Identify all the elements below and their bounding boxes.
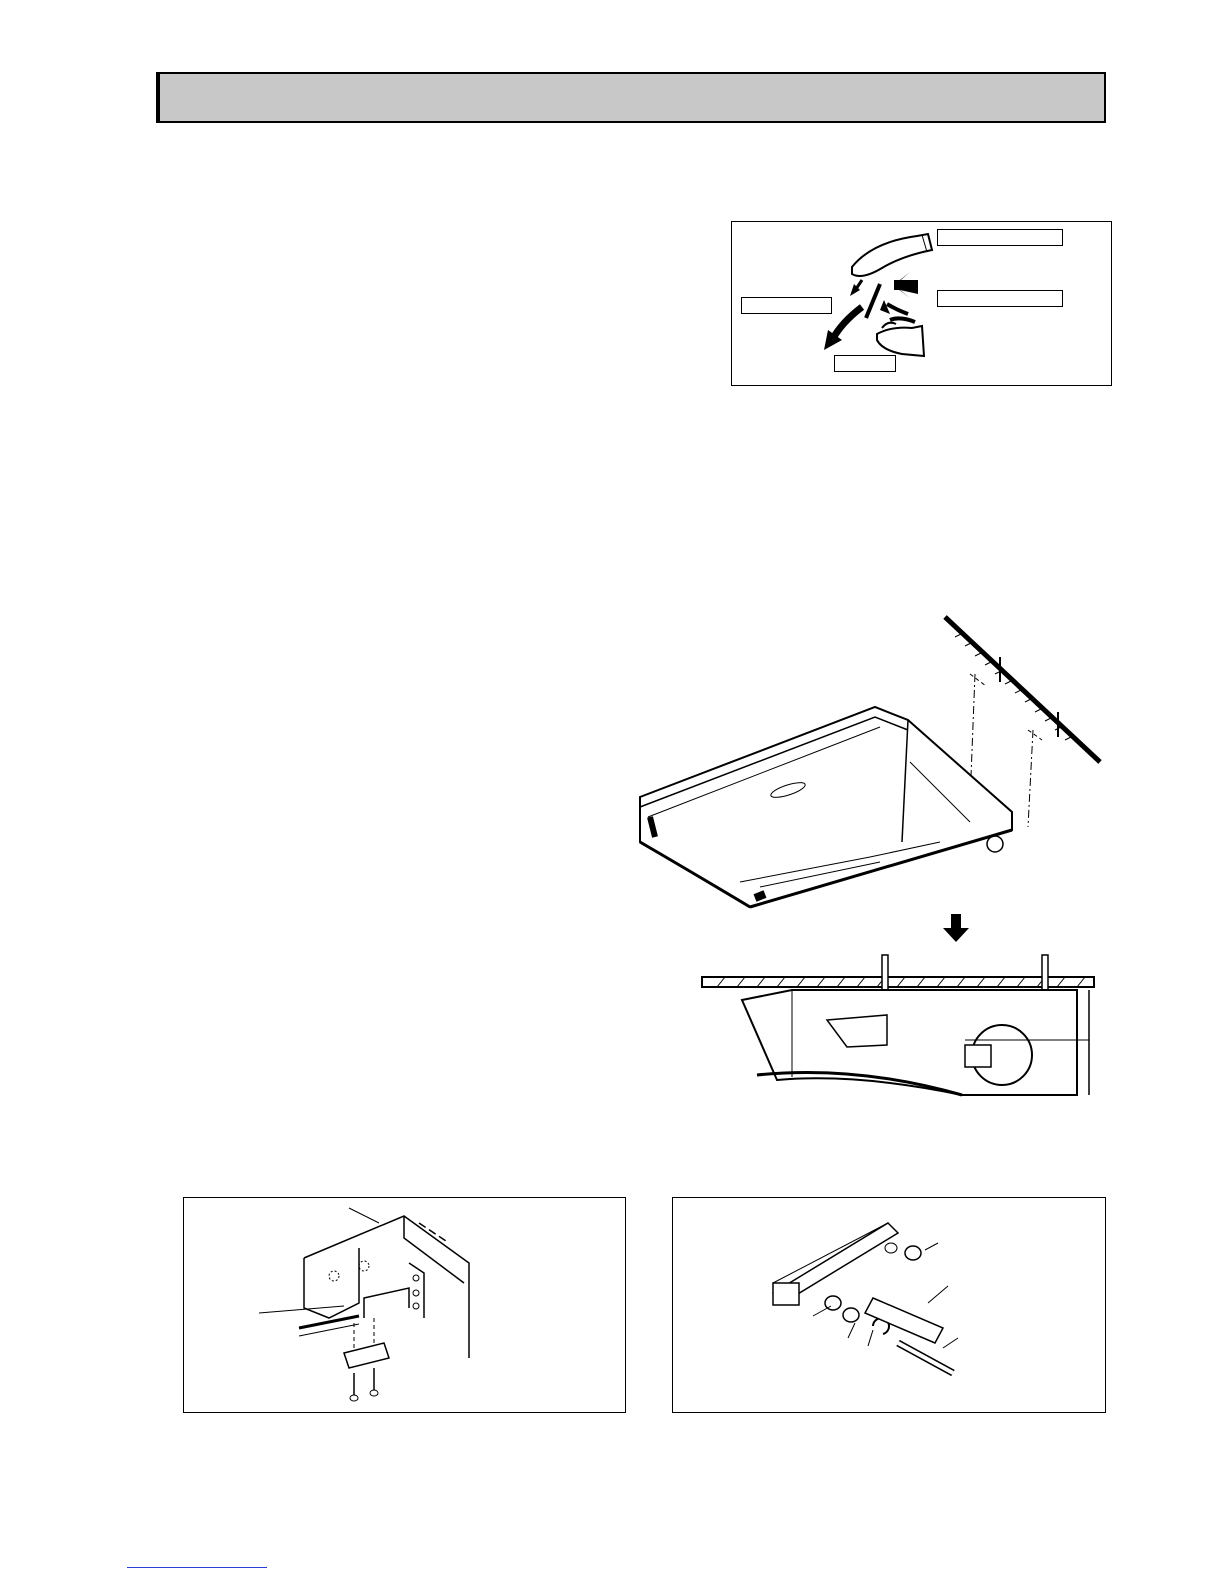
pipe-detail-box: [672, 1197, 1106, 1413]
pipe-fitting-illustration: [673, 1198, 1107, 1414]
bracket-detail-box: [183, 1197, 626, 1413]
down-arrow-icon: [941, 914, 971, 944]
section-header-bar: [158, 72, 1106, 123]
grip-diagram-box: [731, 221, 1112, 386]
bracket-screw-illustration: [184, 1198, 627, 1414]
grip-hands-illustration: [732, 222, 1113, 387]
unit-mounting-illustration: [640, 612, 1110, 912]
unit-side-section-illustration: [697, 955, 1102, 1105]
footer-link[interactable]: [127, 1555, 267, 1568]
